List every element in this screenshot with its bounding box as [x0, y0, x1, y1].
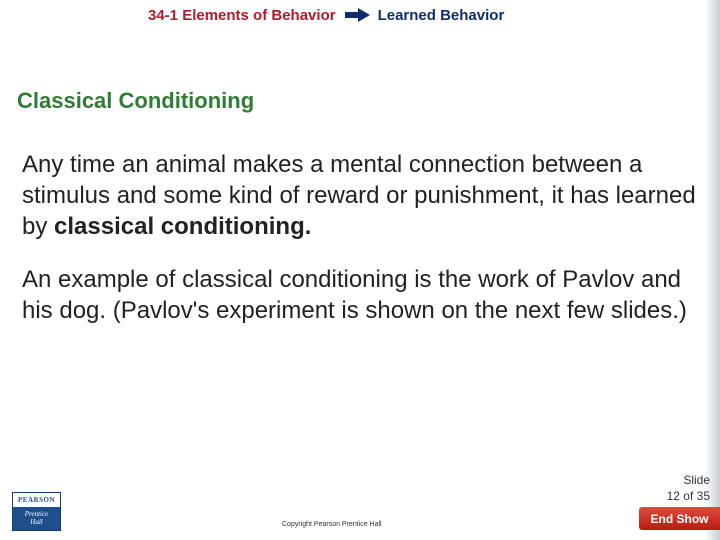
breadcrumb-section[interactable]: 34-1 Elements of Behavior [148, 6, 336, 24]
publisher-logo [12, 492, 61, 531]
logo-line2: Hall [30, 518, 43, 526]
right-arrow-icon [345, 8, 370, 22]
slide-counter [667, 472, 710, 504]
logo-brand: PEARSON [18, 496, 55, 504]
copyright-notice: Copyright Pearson Prentice Hall [282, 521, 382, 528]
definition-paragraph [22, 149, 712, 242]
end-show-button[interactable]: End Show [639, 507, 720, 530]
breadcrumb [148, 5, 504, 25]
breadcrumb-topic[interactable]: Learned Behavior [377, 6, 505, 24]
slide-position: 12 of 35 [666, 489, 710, 503]
logo-line1: Prentice [24, 510, 49, 518]
key-term: classical conditioning. [54, 213, 312, 240]
slide-title: Classical Conditioning [17, 88, 255, 113]
definition-text: Any time an animal makes a mental connection between a stimulus and some kind of reward or punishment, it has learned by [22, 151, 696, 240]
slide-label: Slide [683, 473, 710, 487]
example-paragraph: An example of classical conditioning is the work of Pavlov and his dog. (Pavlov's experiment is shown on the next few slides.) [22, 266, 687, 324]
